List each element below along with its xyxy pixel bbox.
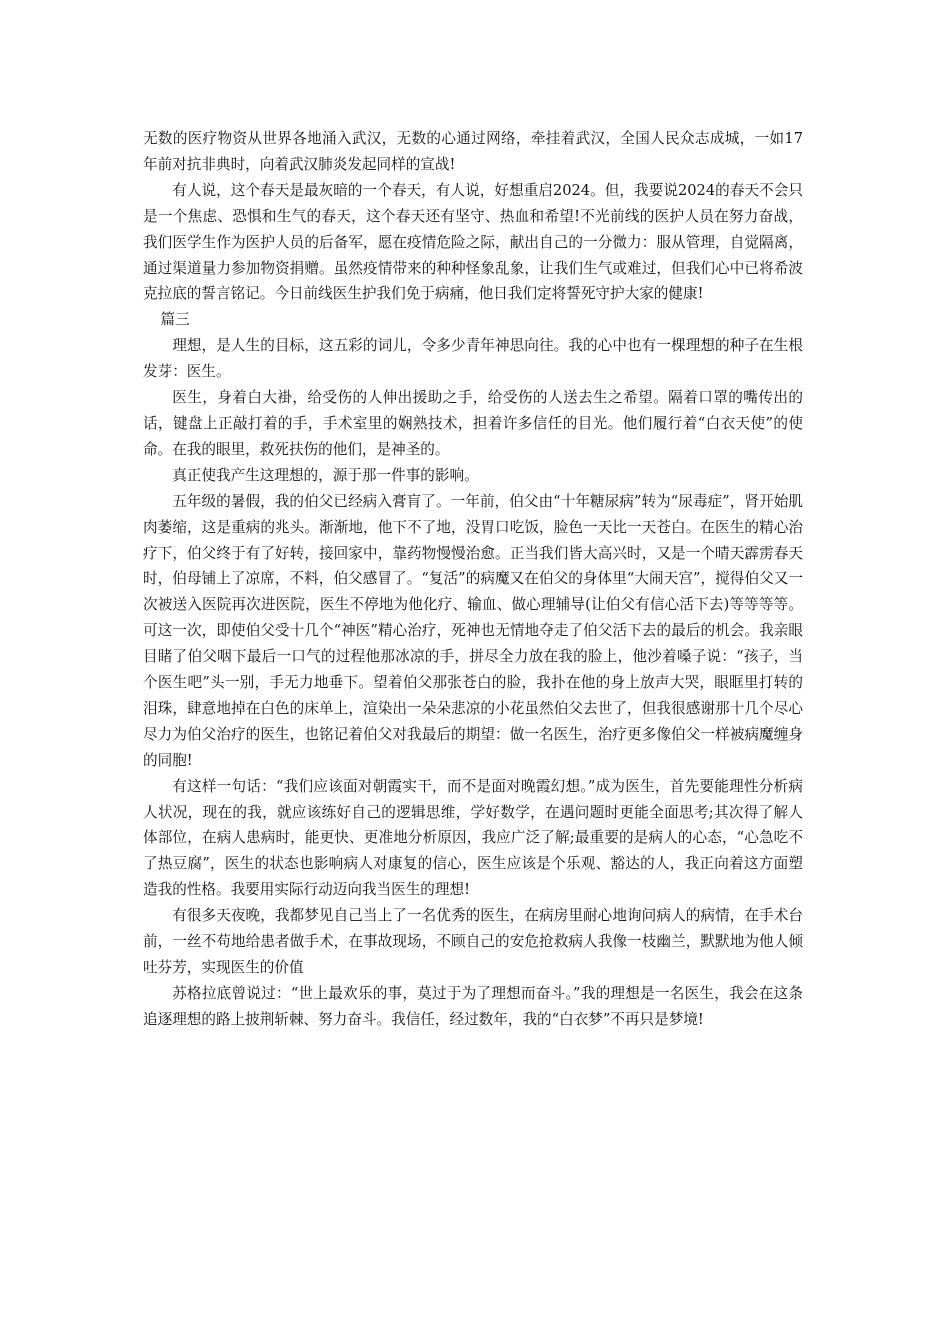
paragraph-origin: 真正使我产生这理想的，源于那一件事的影响。 [172,466,479,484]
paragraph-spring-2024: 有人说，这个春天是最灰暗的一个春天，有人说，好想重启2024。但，我要说2024的春天不会只是一个焦虑、恐惧和生气的春天，这个春天还有坚守、热血和希望!不光前线的医护人员在努力奋战，我们医学生作为医护人员的后备军，愿在疫情危险之际，献出自己的一分微力：服从管理，自觉隔离，通过渠道量力参加物资捐赠。虽然疫情带来的种种怪象乱象，让我们生气或难过，但我们心中已将希波克拉底的誓言铭记。今日前线医生护我们免于病痛，他日我们定将誓死守护大家的健康! [143,181,803,303]
paragraph-preparation: 有这样一句话：“我们应该面对朝霞实干，而不是面对晚霞幻想。”成为医生，首先要能理性分析病人状况，现在的我，就应该练好自己的逻辑思维，学好数学，在遇问题时更能全面思考;其次得了解人体部位，在病人患病时，能更快、更准地分析原因，我应广泛了解;最重要的是病人的心态，“心急吃不了热豆腐”，医生的状态也影响病人对康复的信心，医生应该是个乐观、豁达的人，我正向着这方面塑造我的性格。我要用实际行动迈向我当医生的理想! [143,777,803,899]
section-heading: 篇三 [160,311,190,329]
paragraph-ideal-intro: 理想，是人生的目标，这五彩的词儿，令多少青年神思向往。我的心中也有一棵理想的种子在生根发芽：医生。 [143,337,803,381]
paragraph-doctor-description: 医生，身着白大褂，给受伤的人伸出援助之手，给受伤的人送去生之希望。隔着口罩的嘴传出的话，键盘上正敲打着的手，手术室里的娴熟技术，担着许多信任的目光。他们履行着“白衣天使”的使命。在我的眼里，救死扶伤的他们，是神圣的。 [143,389,803,458]
paragraph-continuation: 无数的医疗物资从世界各地涌入武汉，无数的心通过网络，牵挂着武汉，全国人民众志成城，一如17年前对抗非典时，向着武汉肺炎发起同样的宣战! [143,130,803,173]
paragraph-conclusion: 苏格拉底曾说过：“世上最欢乐的事，莫过于为了理想而奋斗。”我的理想是一名医生，我会在这条追逐理想的路上披荆斩棘、努力奋斗。我信任，经过数年，我的“白衣梦”不再只是梦境! [143,984,803,1028]
paragraph-dream: 有很多天夜晚，我都梦见自己当上了一名优秀的医生，在病房里耐心地询问病人的病情，在手术台前，一丝不苟地给患者做手术，在事故现场，不顾自己的安危抢救病人我像一枝幽兰，默默地为他人倾吐芬芳，实现医生的价值 [143,907,803,976]
document-page [143,126,803,1033]
paragraph-uncle-story: 五年级的暑假，我的伯父已经病入膏肓了。一年前，伯父由“十年糖尿病”转为“尿毒症”，肾开始肌肉萎缩，这是重病的兆头。渐渐地，他下不了地，没胃口吃饭，脸色一天比一天苍白。在医生的精心治疗下，伯父终于有了好转，接回家中，靠药物慢慢治愈。正当我们皆大高兴时，又是一个晴天霹雳春天时，伯母铺上了凉席，不料，伯父感冒了。“复活”的病魔又在伯父的身体里“大闹天宫”，搅得伯父又一次被送入医院再次进医院，医生不停地为他化疗、输血、做心理辅导(让伯父有信心活下去)等等等等。可这一次，即使伯父受十几个“神医”精心治疗，死神也无情地夺走了伯父活下去的最后的机会。我亲眼目睹了伯父咽下最后一口气的过程他那冰凉的手，拼尽全力放在我的脸上，他沙着嗓子说：“孩子，当个医生吧”头一别，手无力地垂下。望着伯父那张苍白的脸，我扑在他的身上放声大哭，眼眶里打转的泪珠，肆意地掉在白色的床单上，渲染出一朵朵悲凉的小花虽然伯父去世了，但我很感谢那十几个尽心尽力为伯父治疗的医生，也铭记着伯父对我最后的期望：做一名医生，治疗更多像伯父一样被病魔缠身的同胞! [143,492,803,769]
